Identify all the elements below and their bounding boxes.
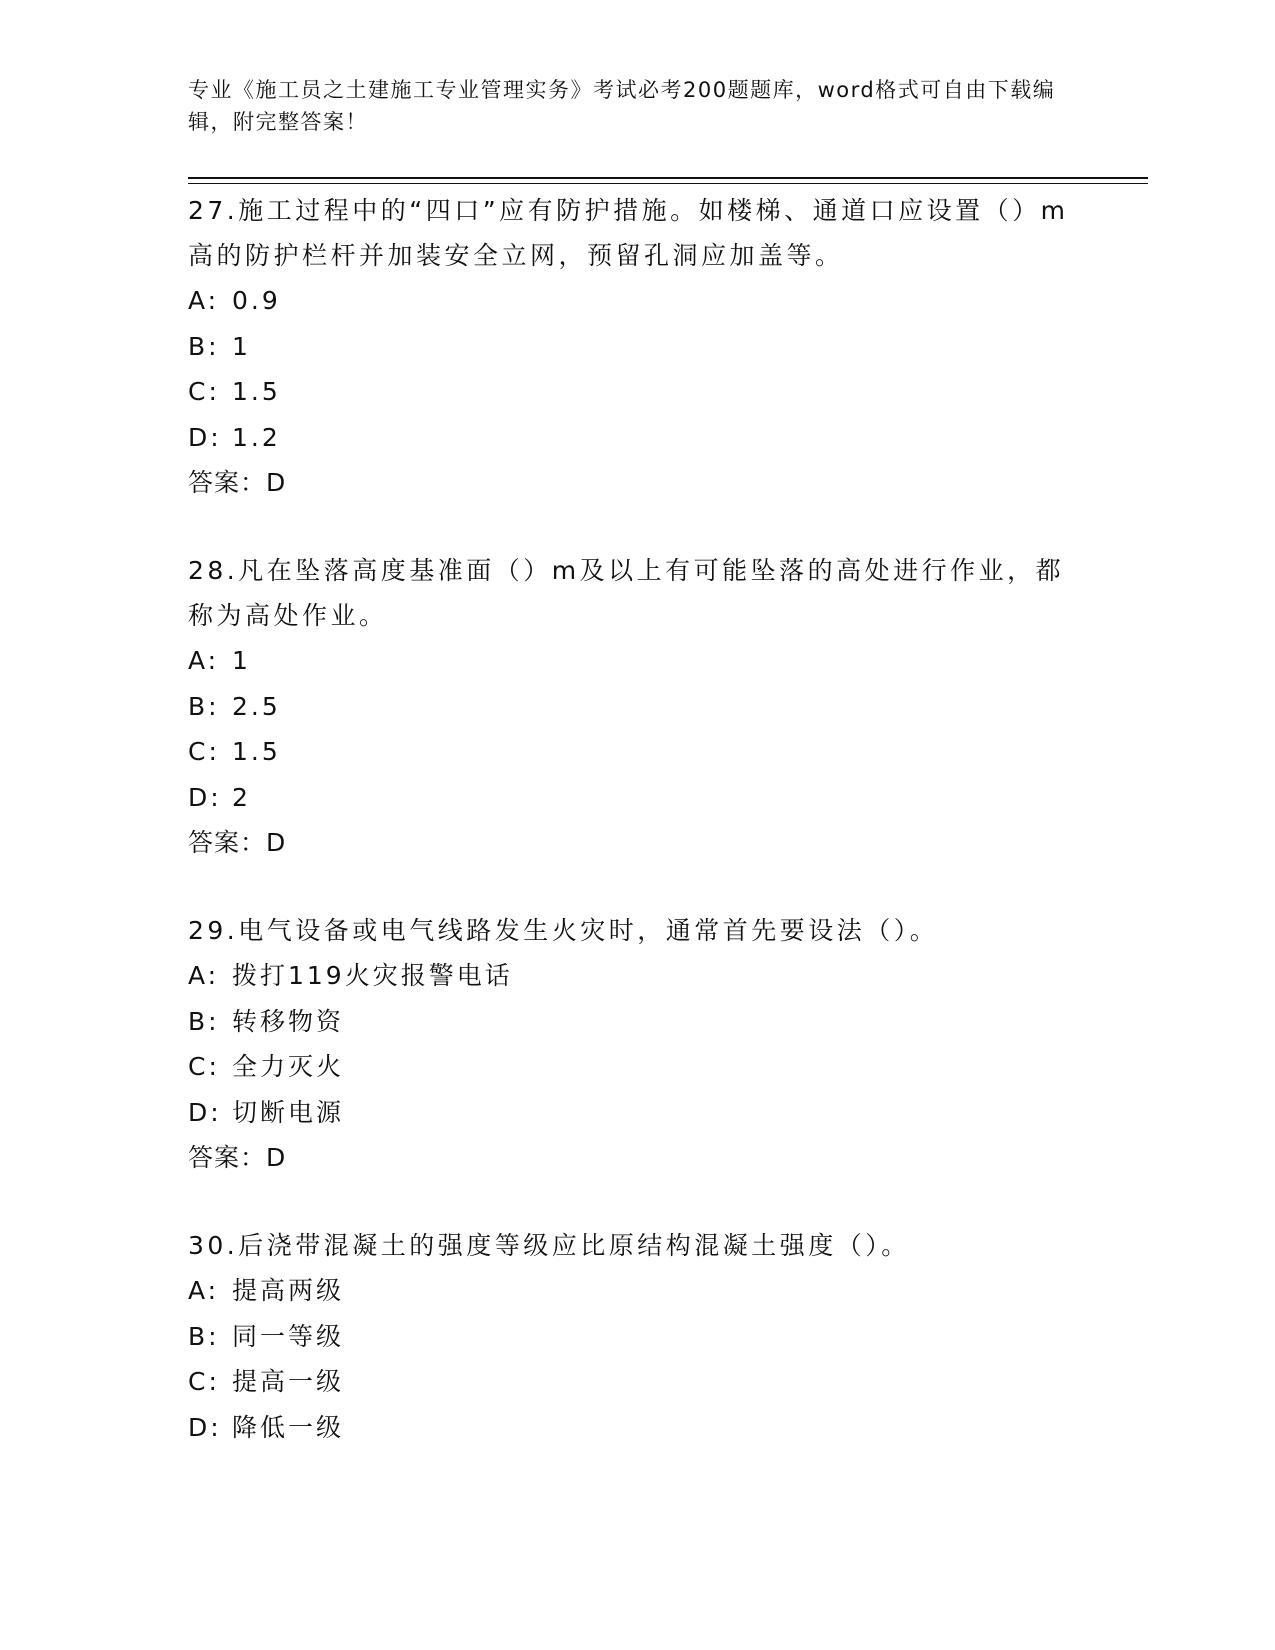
option-text: 切断电源 <box>232 1097 345 1127</box>
question-list <box>188 188 1088 1493</box>
option-text: 1.2 <box>232 422 281 452</box>
question-28 <box>188 548 1088 865</box>
option-a <box>188 953 1088 999</box>
option-b <box>188 684 1088 730</box>
option-text: 拨打119火灾报警电话 <box>232 961 513 990</box>
option-label: A: <box>188 286 220 315</box>
option-b <box>188 324 1088 370</box>
option-label: D: <box>188 1412 222 1442</box>
option-c <box>188 1044 1088 1090</box>
document-header: 专业《施工员之土建施工专业管理实务》考试必考200题题库，word格式可自由下载编辑，附完整答案！ <box>188 78 1056 134</box>
option-d <box>188 415 1088 461</box>
option-text: 2.5 <box>232 691 281 721</box>
answer-line: 答案：D <box>188 468 287 497</box>
question-stem: 28.凡在坠落高度基准面（）m及以上有可能坠落的高处进行作业，都称为高处作业。 <box>188 556 1065 630</box>
option-text: 1 <box>232 646 251 675</box>
option-label: B: <box>188 1321 220 1351</box>
option-label: D: <box>188 422 222 452</box>
option-a <box>188 1268 1088 1314</box>
option-text: 0.9 <box>232 286 281 315</box>
question-27 <box>188 188 1088 505</box>
question-stem: 27.施工过程中的“四口”应有防护措施。如楼梯、通道口应设置（）m高的防护栏杆并加装安全立网，预留孔洞应加盖等。 <box>188 196 1069 270</box>
option-label: D: <box>188 782 222 812</box>
header-rule-thin <box>188 183 1148 184</box>
answer-line: 答案：D <box>188 1143 287 1172</box>
option-c <box>188 1359 1088 1405</box>
option-d <box>188 775 1088 821</box>
option-label: D: <box>188 1097 222 1127</box>
option-text: 提高两级 <box>232 1276 345 1305</box>
option-text: 转移物资 <box>232 1006 345 1036</box>
option-text: 提高一级 <box>232 1367 345 1396</box>
option-label: B: <box>188 1006 220 1036</box>
option-text: 1.5 <box>232 737 281 766</box>
answer-line: 答案：D <box>188 828 287 857</box>
option-d <box>188 1090 1088 1136</box>
option-c <box>188 729 1088 775</box>
option-label: C: <box>188 737 220 766</box>
option-text: 1.5 <box>232 377 281 406</box>
option-label: A: <box>188 961 220 990</box>
option-a <box>188 638 1088 684</box>
option-label: B: <box>188 691 220 721</box>
option-a <box>188 278 1088 324</box>
question-stem: 29.电气设备或电气线路发生火灾时，通常首先要设法（）。 <box>188 916 939 945</box>
option-text: 1 <box>232 331 251 361</box>
option-label: C: <box>188 1052 220 1081</box>
option-label: A: <box>188 1276 220 1305</box>
option-b <box>188 999 1088 1045</box>
option-b <box>188 1314 1088 1360</box>
option-text: 降低一级 <box>232 1412 345 1442</box>
header-rule-thick <box>188 177 1148 179</box>
option-d <box>188 1405 1088 1451</box>
option-label: A: <box>188 646 220 675</box>
option-label: B: <box>188 331 220 361</box>
option-c <box>188 369 1088 415</box>
option-label: C: <box>188 1367 220 1396</box>
option-text: 2 <box>232 782 251 812</box>
question-30 <box>188 1223 1088 1450</box>
question-stem: 30.后浇带混凝土的强度等级应比原结构混凝土强度（）。 <box>188 1231 910 1260</box>
option-label: C: <box>188 377 220 406</box>
option-text: 同一等级 <box>232 1321 345 1351</box>
option-text: 全力灭火 <box>232 1052 345 1081</box>
question-29 <box>188 908 1088 1180</box>
